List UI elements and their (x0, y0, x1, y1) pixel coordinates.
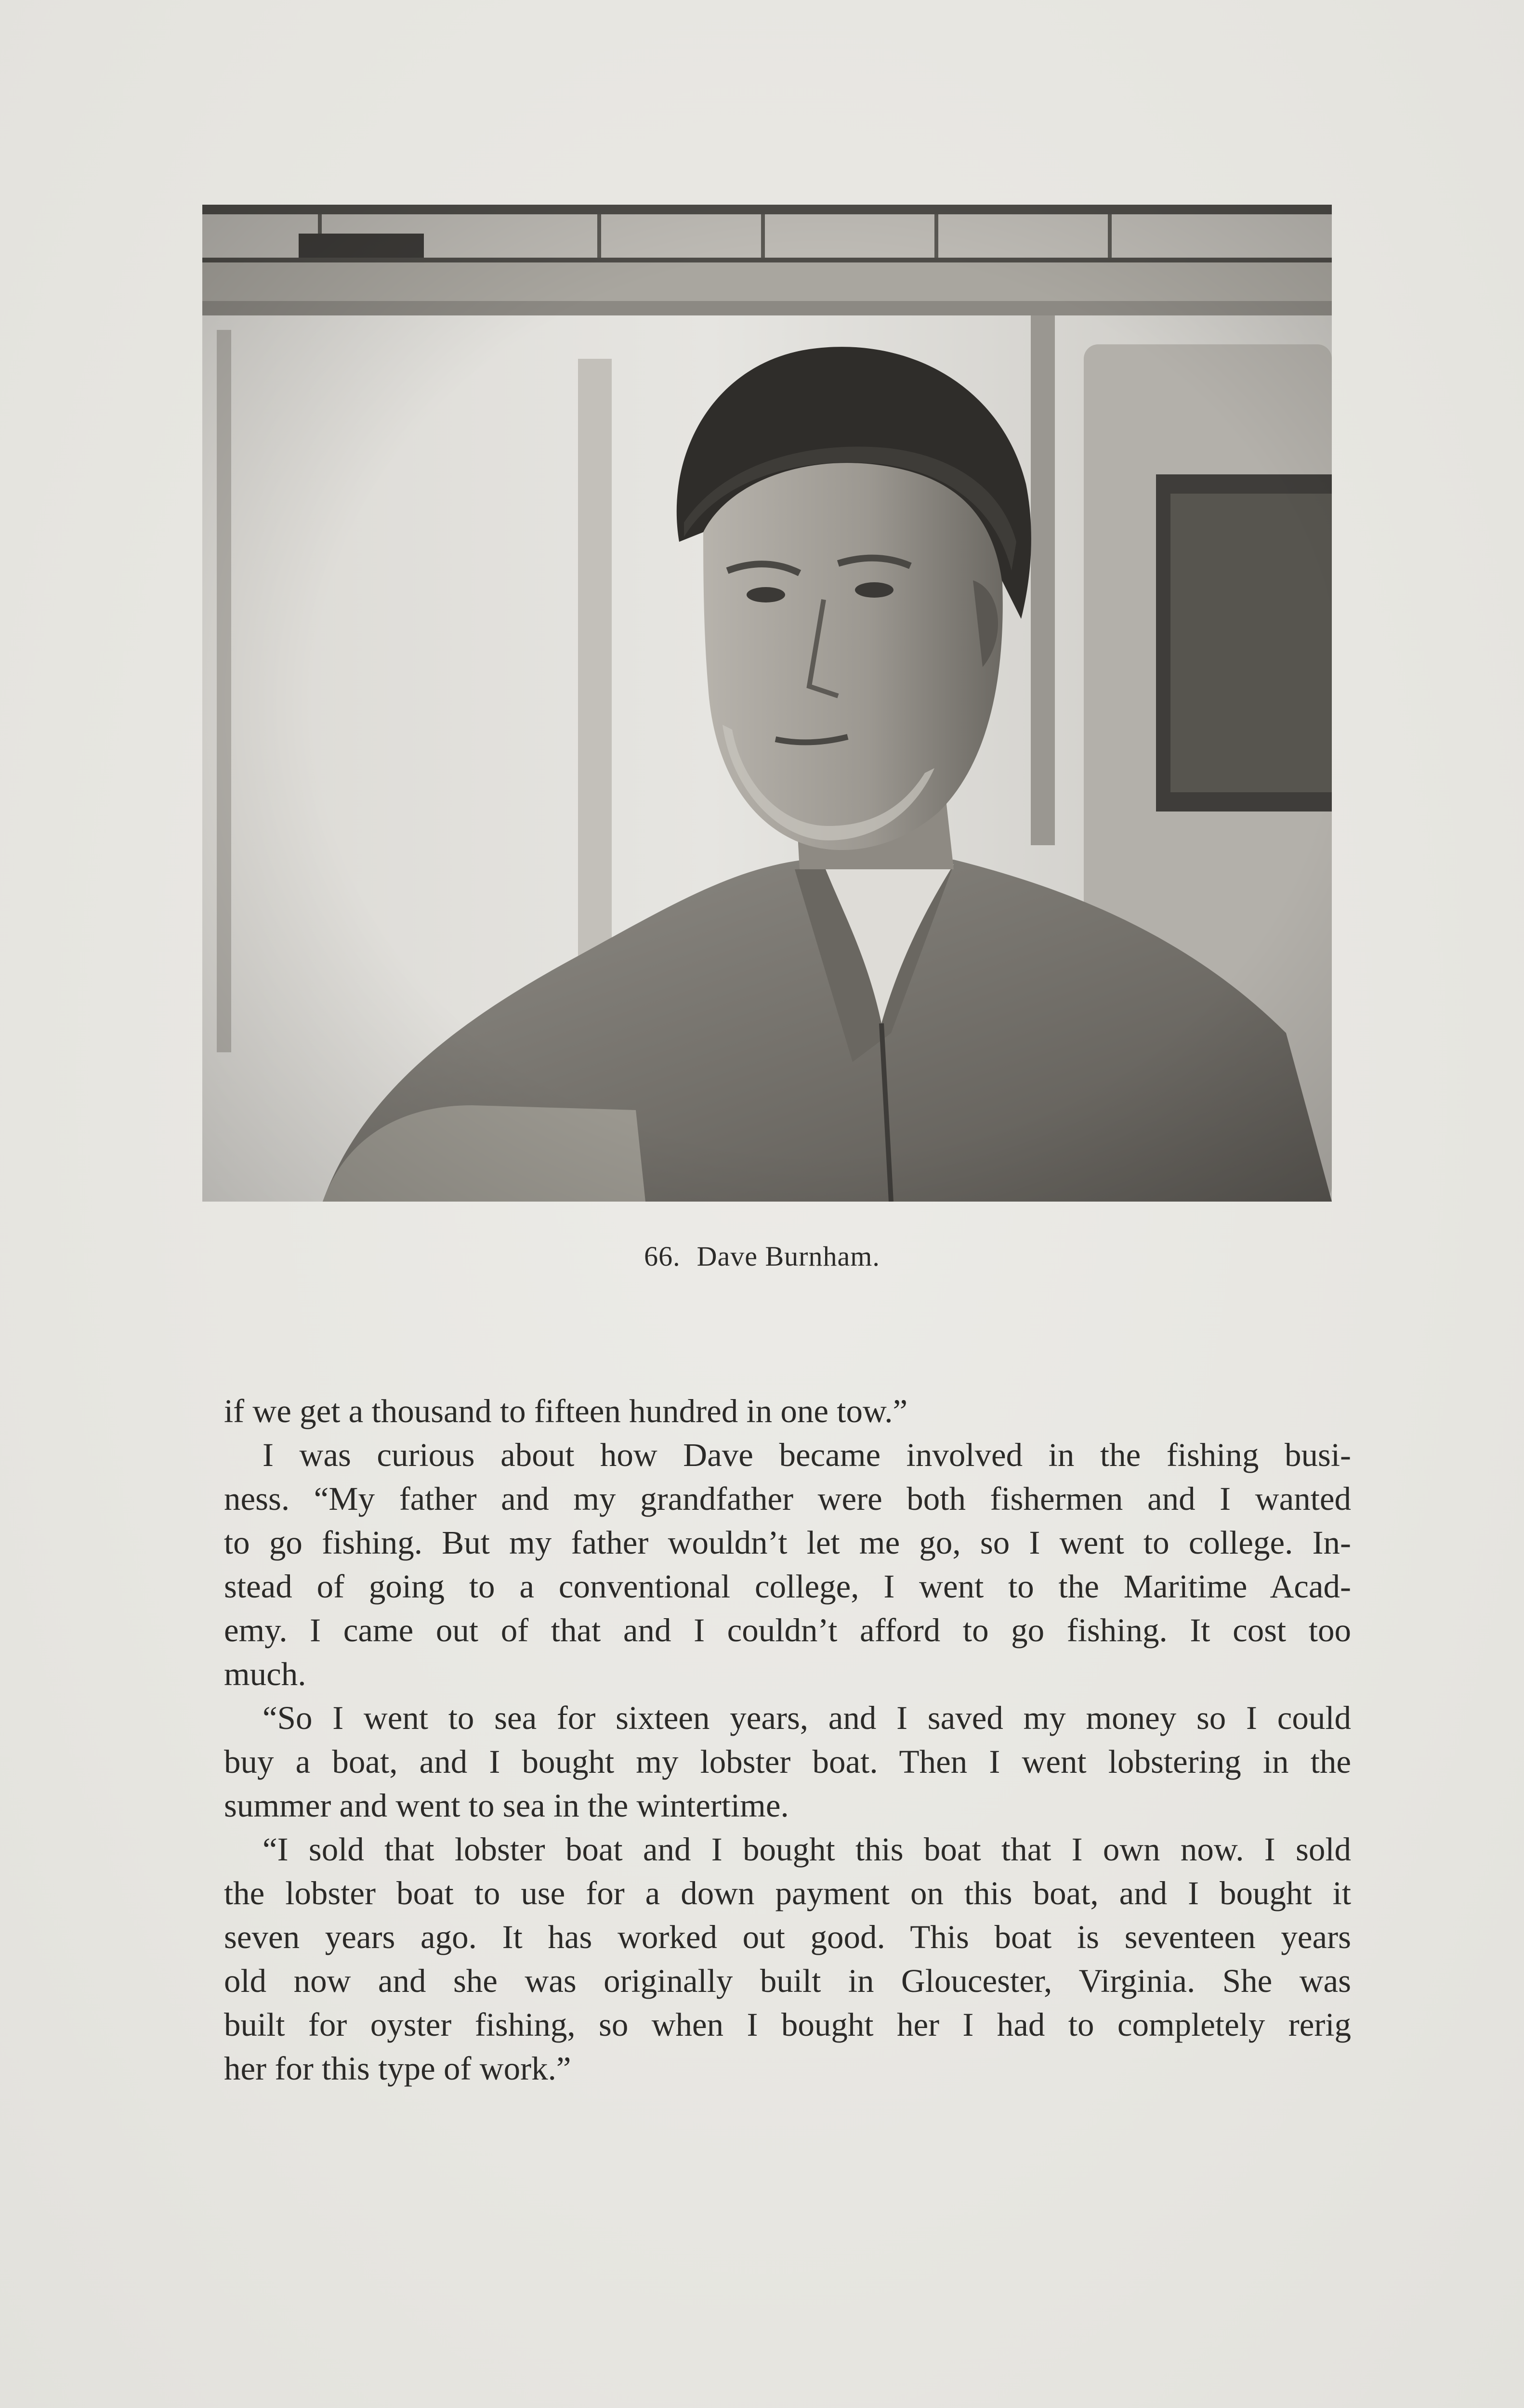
text-line: summer and went to sea in the wintertime. (224, 1787, 789, 1824)
figure-caption-text: Dave Burnham. (696, 1241, 880, 1272)
text-line: buy a boat, and I bought my lobster boat. Then I went lobstering in the (224, 1743, 1351, 1780)
text-line: ness. “My father and my grandfather were both fishermen and I wanted (224, 1480, 1351, 1517)
text-line: her for this type of work.” (224, 2050, 571, 2087)
text-line: the lobster boat to use for a down payment on this boat, and I bought it (224, 1875, 1351, 1911)
figure-number: 66. (644, 1241, 681, 1272)
text-line: I was curious about how Dave became involved in the fishing busi- (263, 1437, 1351, 1473)
text-line: much. (224, 1656, 306, 1692)
text-line: to go fishing. But my father wouldn’t let me go, so I went to college. In- (224, 1524, 1351, 1561)
text-line: seven years ago. It has worked out good. This boat is seventeen years (224, 1919, 1351, 1955)
text-line: old now and she was originally built in Gloucester, Virginia. She was (224, 1963, 1351, 1999)
text-line: stead of going to a conventional college, I went to the Maritime Acad- (224, 1568, 1351, 1605)
portrait-illustration (202, 205, 1332, 1202)
text-line: “So I went to sea for sixteen years, and I saved my money so I could (263, 1700, 1351, 1736)
text-line: emy. I came out of that and I couldn’t afford to go fishing. It cost too (224, 1612, 1351, 1649)
text-line: if we get a thousand to fifteen hundred in one tow.” (224, 1393, 908, 1429)
figure-caption (0, 1240, 1524, 1272)
portrait-photo (202, 205, 1332, 1202)
body-text (224, 1389, 1351, 2091)
text-line: “I sold that lobster boat and I bought this boat that I own now. I sold (263, 1831, 1351, 1868)
text-line: built for oyster fishing, so when I bought her I had to completely rerig (224, 2006, 1351, 2043)
